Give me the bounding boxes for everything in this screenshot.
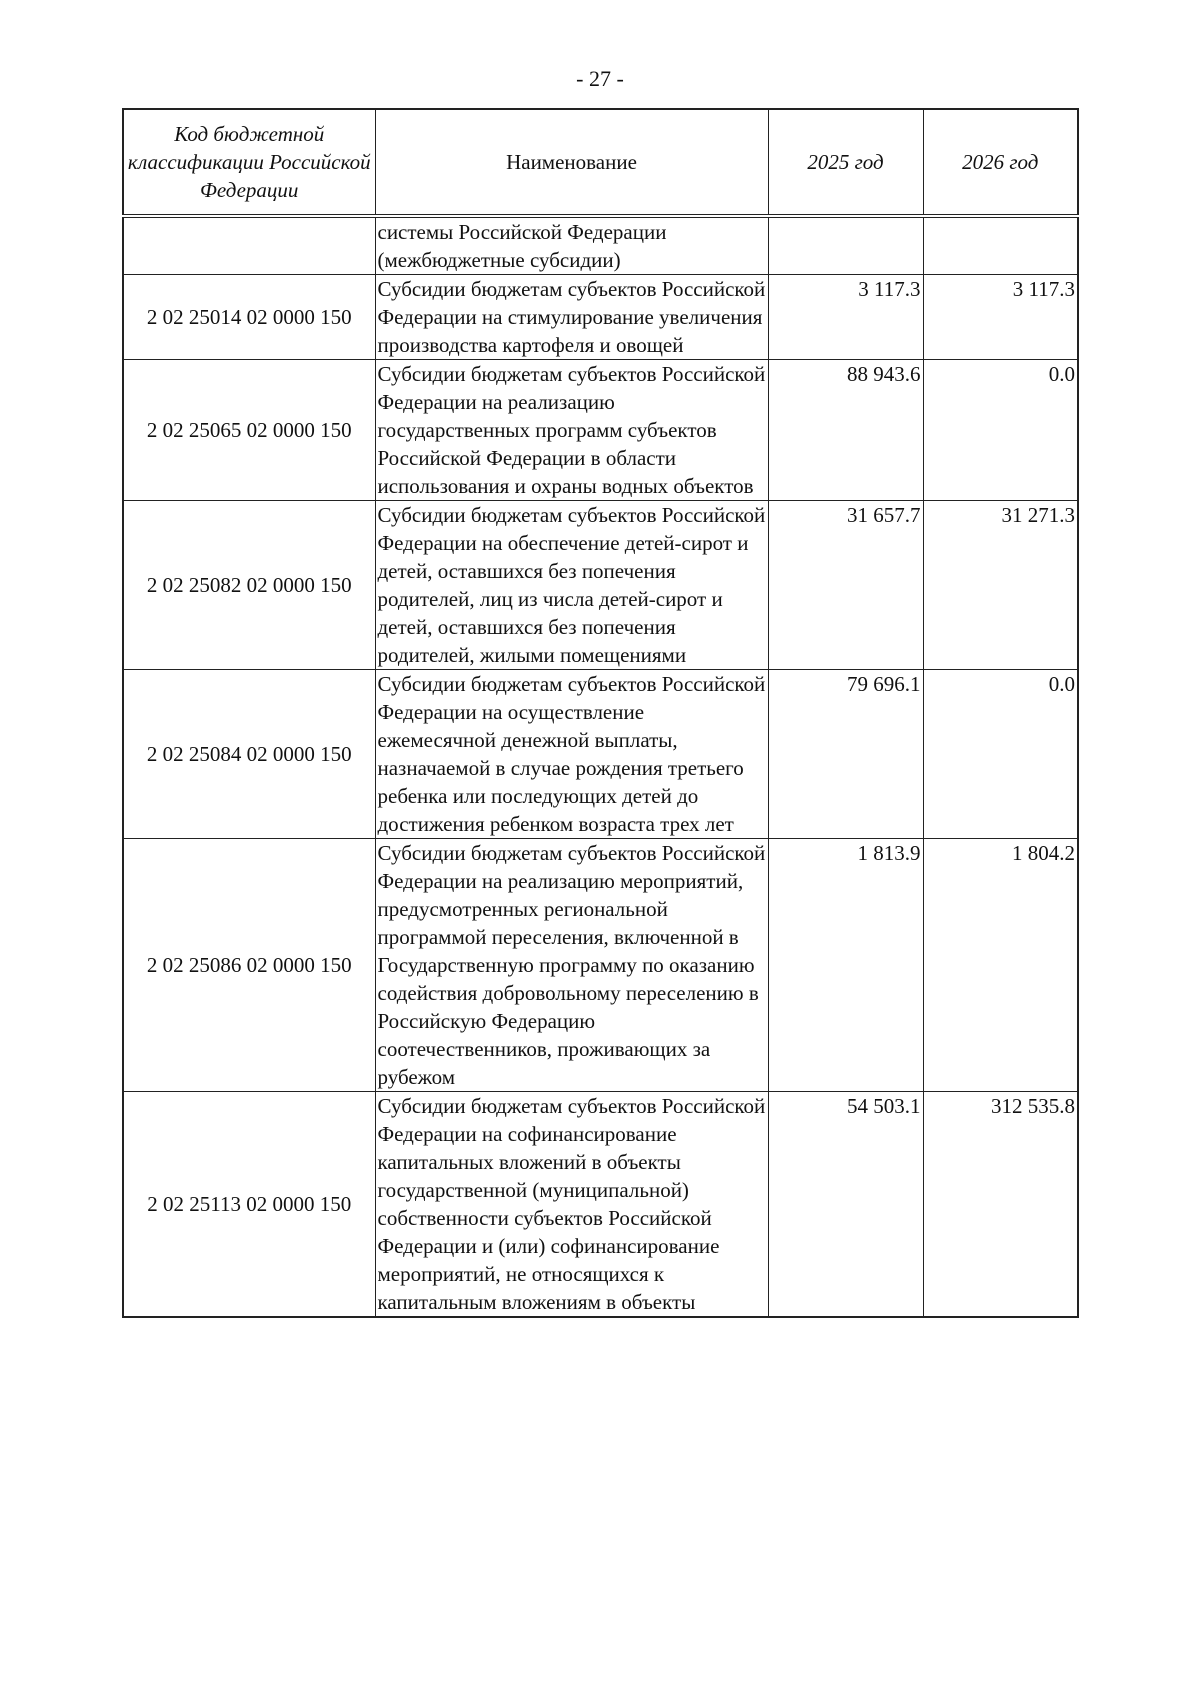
value-2026-cell: 1 804.2 bbox=[923, 839, 1078, 1092]
value-2026-cell: 0.0 bbox=[923, 360, 1078, 501]
table-row bbox=[123, 275, 1078, 360]
value-2026-cell: 3 117.3 bbox=[923, 275, 1078, 360]
header-year-2025: 2025 год bbox=[768, 109, 923, 216]
name-cell: системы Российской Федерации (межбюджетные субсидии) bbox=[375, 216, 768, 275]
value-2025-cell: 3 117.3 bbox=[768, 275, 923, 360]
value-2025-cell: 88 943.6 bbox=[768, 360, 923, 501]
code-cell: 2 02 25113 02 0000 150 bbox=[123, 1092, 375, 1318]
budget-table bbox=[122, 108, 1079, 1318]
name-cell: Субсидии бюджетам субъектов Российской Федерации на реализацию государственных программ субъектов Российской Федерации в области использования и охраны водных объектов bbox=[375, 360, 768, 501]
value-2025-cell bbox=[768, 216, 923, 275]
value-2026-cell: 0.0 bbox=[923, 670, 1078, 839]
table-row bbox=[123, 839, 1078, 1092]
header-code: Код бюджетной классификации Российской Федерации bbox=[123, 109, 375, 216]
header-year-2026: 2026 год bbox=[923, 109, 1078, 216]
name-cell: Субсидии бюджетам субъектов Российской Федерации на осуществление ежемесячной денежной выплаты, назначаемой в случае рождения третьего ребенка или последующих детей до достижения ребенком возраста трех лет bbox=[375, 670, 768, 839]
table-header-row bbox=[123, 109, 1078, 216]
code-cell bbox=[123, 216, 375, 275]
value-2025-cell: 54 503.1 bbox=[768, 1092, 923, 1318]
value-2025-cell: 1 813.9 bbox=[768, 839, 923, 1092]
code-cell: 2 02 25082 02 0000 150 bbox=[123, 501, 375, 670]
name-cell: Субсидии бюджетам субъектов Российской Федерации на обеспечение детей-сирот и детей, оставшихся без попечения родителей, лиц из числа детей-сирот и детей, оставшихся без попечения родителей, жилыми помещениями bbox=[375, 501, 768, 670]
table-row bbox=[123, 1092, 1078, 1318]
header-name: Наименование bbox=[375, 109, 768, 216]
code-cell: 2 02 25065 02 0000 150 bbox=[123, 360, 375, 501]
value-2025-cell: 31 657.7 bbox=[768, 501, 923, 670]
value-2025-cell: 79 696.1 bbox=[768, 670, 923, 839]
table-row bbox=[123, 360, 1078, 501]
name-cell: Субсидии бюджетам субъектов Российской Федерации на реализацию мероприятий, предусмотренных региональной программой переселения, включенной в Государственную программу по оказанию содействия добровольному переселению в Российскую Федерацию соотечественников, проживающих за рубежом bbox=[375, 839, 768, 1092]
code-cell: 2 02 25084 02 0000 150 bbox=[123, 670, 375, 839]
table-row bbox=[123, 216, 1078, 275]
value-2026-cell bbox=[923, 216, 1078, 275]
page-number: - 27 - bbox=[576, 66, 624, 91]
name-cell: Субсидии бюджетам субъектов Российской Федерации на стимулирование увеличения производства картофеля и овощей bbox=[375, 275, 768, 360]
code-cell: 2 02 25014 02 0000 150 bbox=[123, 275, 375, 360]
table-row bbox=[123, 501, 1078, 670]
name-cell: Субсидии бюджетам субъектов Российской Федерации на софинансирование капитальных вложений в объекты государственной (муниципальной) собственности субъектов Российской Федерации и (или) софинансирование мероприятий, не относящихся к капитальным вложениям в объекты bbox=[375, 1092, 768, 1318]
value-2026-cell: 31 271.3 bbox=[923, 501, 1078, 670]
value-2026-cell: 312 535.8 bbox=[923, 1092, 1078, 1318]
table-row bbox=[123, 670, 1078, 839]
code-cell: 2 02 25086 02 0000 150 bbox=[123, 839, 375, 1092]
